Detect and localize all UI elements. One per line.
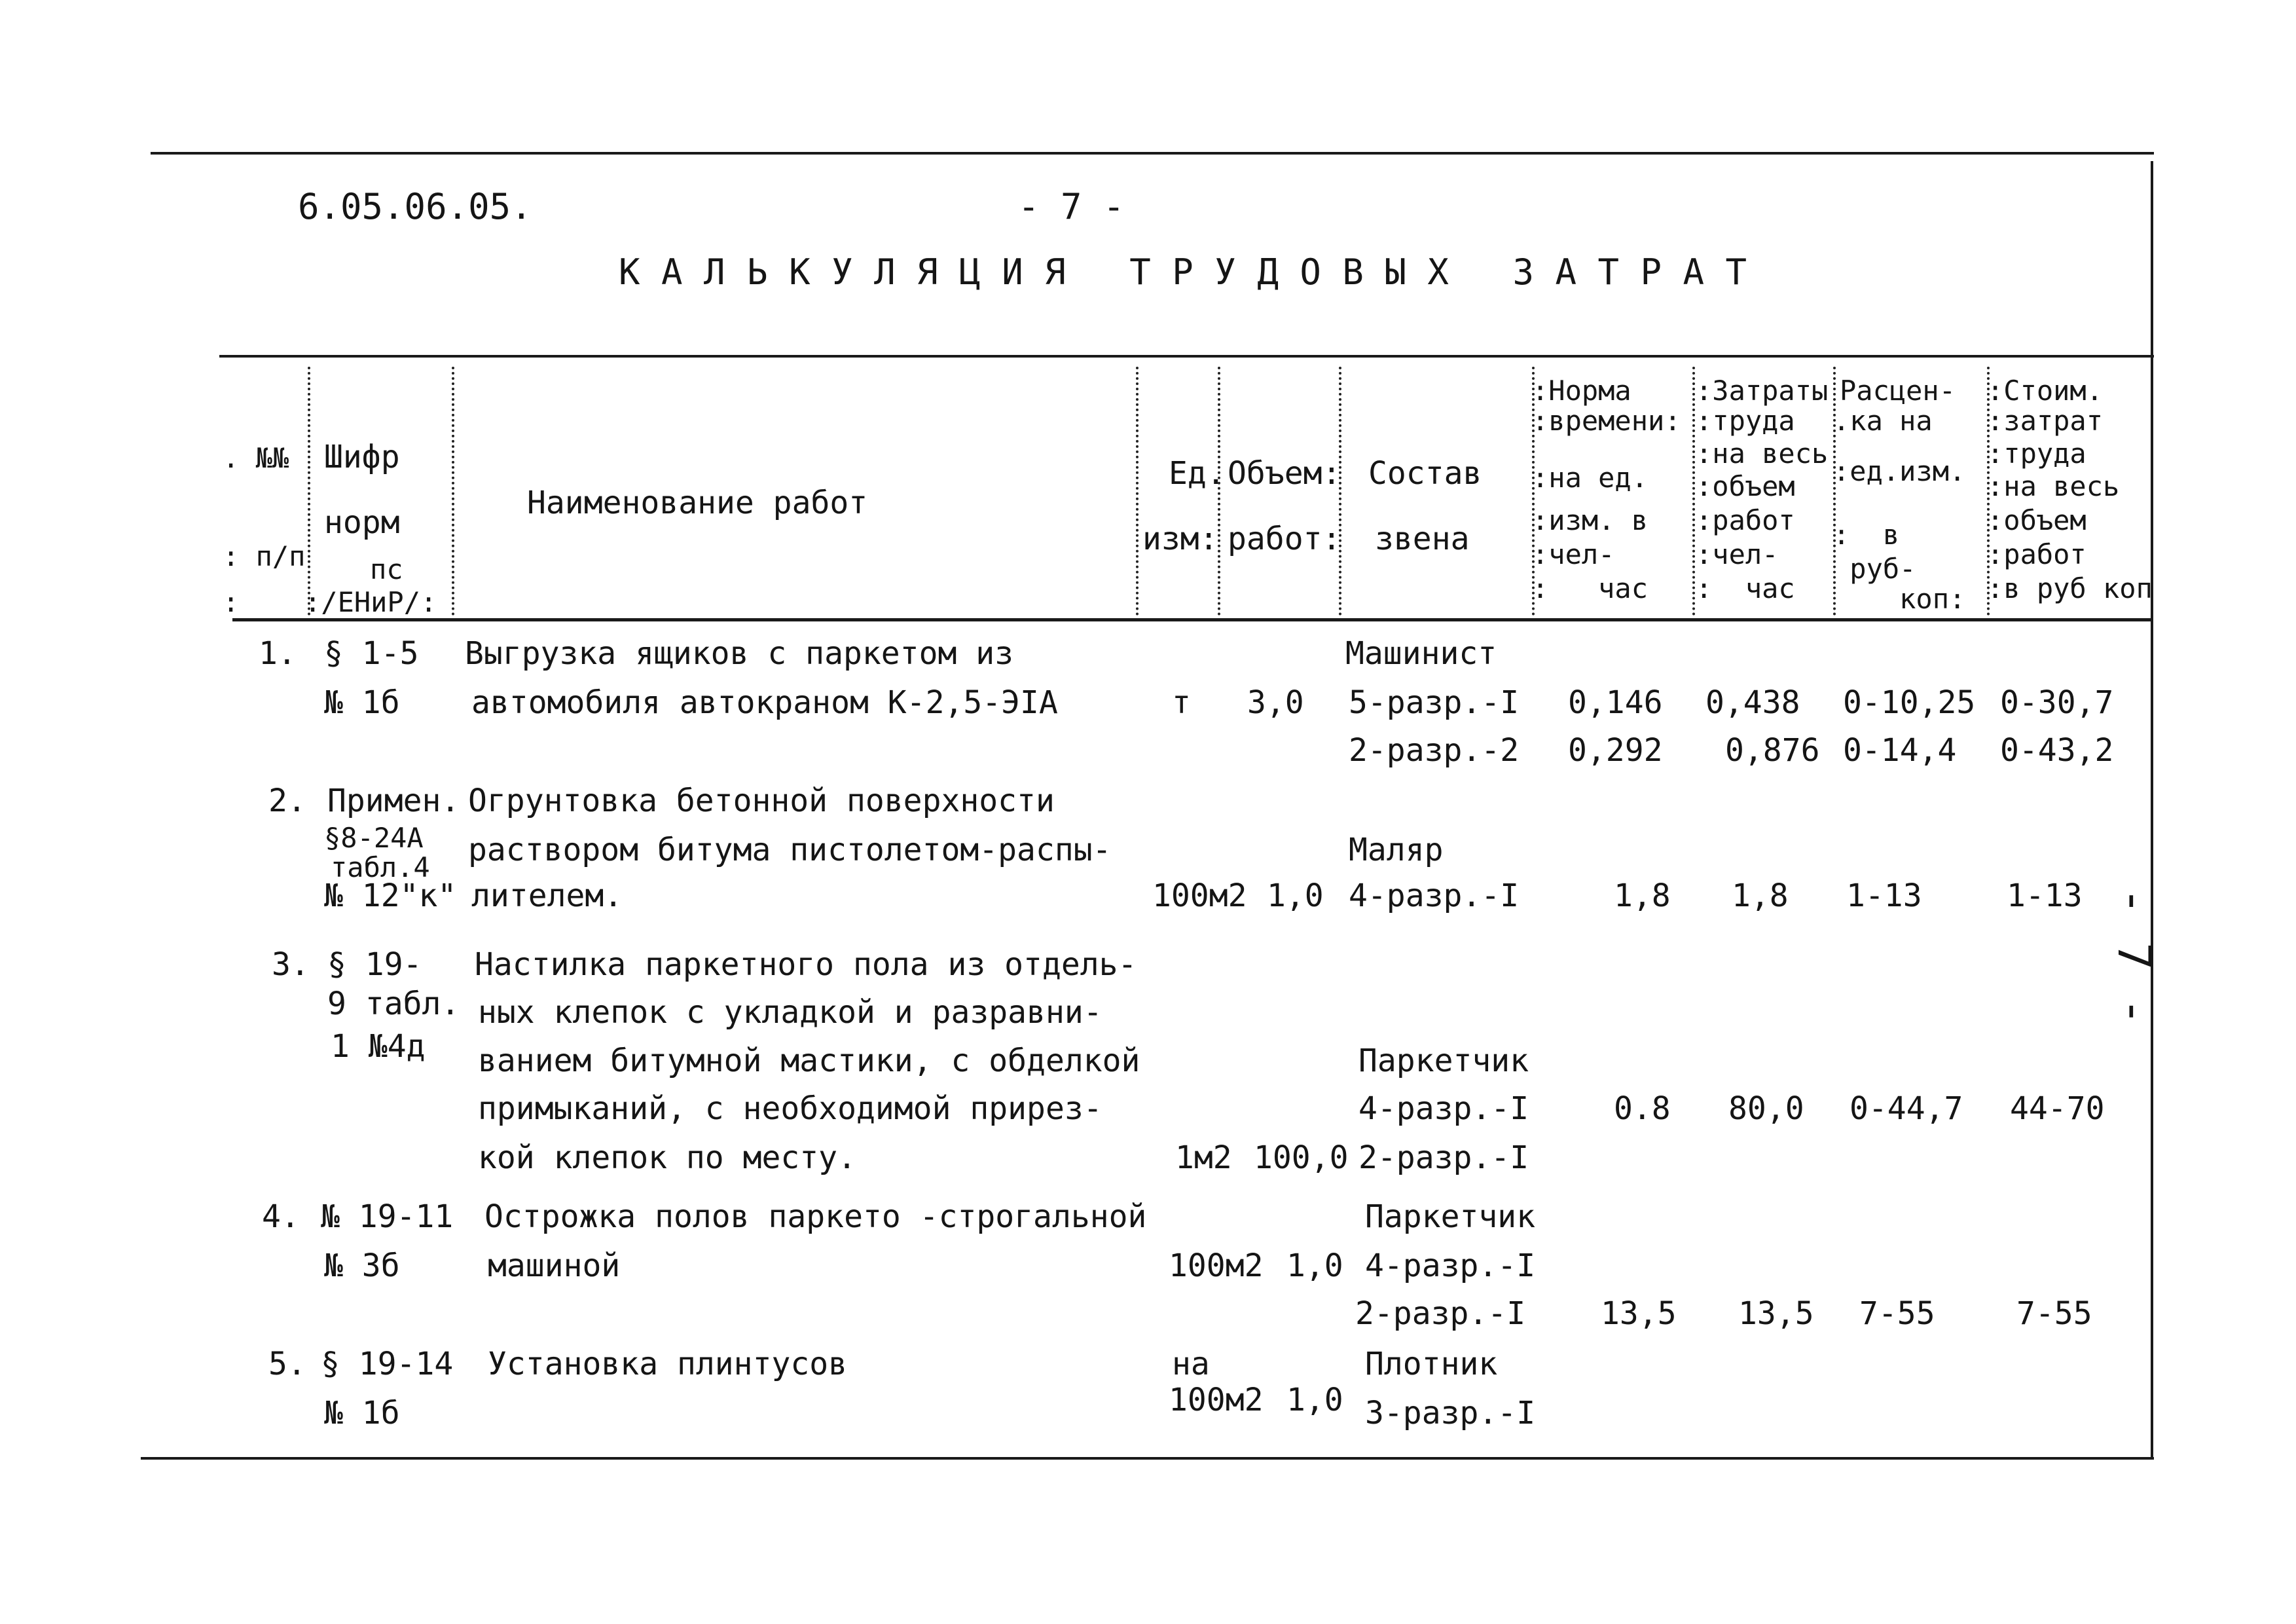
- row-rate: 0-44,7: [1850, 1090, 1963, 1127]
- row-name: примыканий, с необходимой прирез-: [478, 1090, 1102, 1127]
- col-crew-line2: звена: [1375, 521, 1470, 557]
- col-labor-line7: : час: [1696, 572, 1795, 604]
- col-norm-line2: :времени:: [1532, 405, 1681, 437]
- row-name: Выгрузка ящиков с паркетом из: [465, 635, 1014, 672]
- row-code: № 3б: [324, 1247, 400, 1284]
- col-name: Наименование работ: [527, 485, 868, 521]
- row-number: 2.: [268, 783, 306, 819]
- col-code-line3: пс: [370, 553, 403, 585]
- col-norm-line1: :Норма: [1532, 375, 1631, 407]
- col-cost-line6: :работ: [1987, 538, 2086, 570]
- row-name: автомобиля автокраном К-2,5-ЭIА: [471, 684, 1058, 721]
- row-volume: 100,0: [1254, 1139, 1349, 1176]
- row-cost: 44-70: [2010, 1090, 2105, 1127]
- col-volume-line2: работ:: [1228, 521, 1341, 557]
- row-name: Установка плинтусов: [488, 1346, 848, 1382]
- col-cost-line2: :затрат: [1987, 405, 2104, 437]
- col-norm-line6: : час: [1532, 572, 1649, 604]
- row-cost: 1-13: [2007, 877, 2083, 914]
- row-code: № 1б: [324, 684, 400, 721]
- row-name: лителем.: [471, 877, 623, 914]
- row-code: табл.4: [331, 851, 430, 883]
- row-labor: 80,0: [1728, 1090, 1804, 1127]
- col-code-line2: норм: [324, 504, 400, 541]
- column-separator: [1692, 367, 1695, 616]
- row-labor: 13,5: [1738, 1295, 1814, 1332]
- row-crew: 2-разр.-2: [1349, 732, 1520, 769]
- col-crew-line1: Состав: [1368, 455, 1482, 492]
- col-code-line1: Шифр: [324, 439, 400, 475]
- table-header-bottom-line: [232, 618, 2151, 621]
- column-separator: [308, 367, 310, 616]
- col-labor-line1: :Затраты: [1696, 375, 1829, 407]
- row-labor: 1,8: [1732, 877, 1789, 914]
- row-crew: 5-разр.-I: [1349, 684, 1520, 721]
- table-header-top-line: [219, 355, 2154, 358]
- row-cost: 0-30,7: [2000, 684, 2114, 721]
- col-unit-line2: изм:: [1142, 521, 1218, 557]
- row-crew: 2-разр.-I: [1355, 1295, 1526, 1332]
- row-name: машиной: [488, 1247, 621, 1284]
- col-cost-line4: :на весь: [1987, 470, 2120, 502]
- row-rate: 1-13: [1846, 877, 1922, 914]
- row-unit: 100м2: [1169, 1382, 1264, 1418]
- col-labor-line6: :чел-: [1696, 538, 1779, 570]
- row-crew: 4-разр.-I: [1349, 877, 1520, 914]
- col-num-line1: . №№: [223, 442, 289, 474]
- col-rate-line3: :ед.изм.: [1833, 455, 1966, 487]
- row-unit: 1м2: [1175, 1139, 1232, 1176]
- col-rate-line4: : в: [1833, 519, 1900, 551]
- col-cost-line5: :объем: [1987, 504, 2086, 536]
- col-labor-line5: :работ: [1696, 504, 1795, 536]
- col-norm-line5: :чел-: [1532, 538, 1615, 570]
- row-rate: 0-14,4: [1843, 732, 1957, 769]
- row-volume: 1,0: [1267, 877, 1324, 914]
- row-name: Огрунтовка бетонной поверхности: [468, 783, 1055, 819]
- column-separator: [452, 367, 454, 616]
- row-labor: 0,876: [1725, 732, 1820, 769]
- col-labor-line3: :на весь: [1696, 437, 1829, 470]
- row-name: кой клепок по месту.: [478, 1139, 856, 1176]
- page-title: К А Л Ь К У Л Я Ц И Я Т Р У Д О В Ы Х З А Т Р А Т: [619, 251, 1747, 293]
- row-crew: Паркетчик: [1358, 1043, 1529, 1079]
- col-unit-line1: Ед.: [1169, 455, 1226, 492]
- row-crew: 3-разр.-I: [1365, 1395, 1536, 1431]
- row-crew: Маляр: [1349, 832, 1444, 868]
- row-crew: 4-разр.-I: [1365, 1247, 1536, 1284]
- col-rate-line6: коп:: [1833, 583, 1966, 615]
- row-crew: Паркетчик: [1365, 1198, 1536, 1235]
- row-rate: 0-10,25: [1843, 684, 1976, 721]
- row-code: § 19-14: [321, 1346, 454, 1382]
- page-number: - 7 -: [1018, 186, 1125, 227]
- col-rate-line1: Расцен-: [1840, 375, 1956, 407]
- row-norm: 1,8: [1614, 877, 1671, 914]
- row-number: 5.: [268, 1346, 306, 1382]
- row-norm: 13,5: [1601, 1295, 1677, 1332]
- row-number: 3.: [272, 946, 310, 983]
- bottom-border: [141, 1457, 2154, 1460]
- row-code: §8-24А: [324, 822, 424, 854]
- row-volume: 1,0: [1286, 1247, 1343, 1284]
- col-rate-line2: .ка на: [1833, 405, 1933, 437]
- row-norm: 0,292: [1568, 732, 1663, 769]
- row-norm: 0,146: [1568, 684, 1663, 721]
- margin-page-number: - 7 -: [2107, 887, 2161, 1025]
- col-code-line4: :/ЕНиР/:: [304, 586, 437, 618]
- row-volume: 1,0: [1286, 1382, 1343, 1418]
- row-name: Настилка паркетного пола из отдель-: [475, 946, 1137, 983]
- column-separator: [1136, 367, 1139, 616]
- row-name: Острожка полов паркето -строгальной: [484, 1198, 1147, 1235]
- row-rate: 7-55: [1859, 1295, 1935, 1332]
- row-code: 9 табл.: [327, 986, 460, 1022]
- row-norm: 0.8: [1614, 1090, 1671, 1127]
- row-code: § 1-5: [324, 635, 419, 672]
- row-cost: 0-43,2: [2000, 732, 2114, 769]
- row-code: № 12"к": [324, 877, 457, 914]
- col-labor-line4: :объем: [1696, 470, 1795, 502]
- row-code: 1 №4д: [331, 1028, 426, 1065]
- col-cost-line7: :в руб коп: [1987, 572, 2153, 604]
- col-labor-line2: :труда: [1696, 405, 1795, 437]
- doc-code: 6.05.06.05.: [298, 186, 532, 227]
- row-name: ных клепок с укладкой и разравни-: [478, 994, 1102, 1031]
- row-crew: Машинист: [1345, 635, 1497, 672]
- row-name: ванием битумной мастики, с обделкой: [478, 1043, 1140, 1079]
- row-number: 1.: [259, 635, 297, 672]
- row-code: § 19-: [327, 946, 422, 983]
- row-unit: 100м2: [1169, 1247, 1264, 1284]
- row-cost: 7-55: [2016, 1295, 2092, 1332]
- row-crew: Плотник: [1365, 1346, 1498, 1382]
- row-crew: 2-разр.-I: [1358, 1139, 1529, 1176]
- top-border: [151, 152, 2154, 155]
- row-code: № 19-11: [321, 1198, 454, 1235]
- row-crew: 4-разр.-I: [1358, 1090, 1529, 1127]
- col-rate-line5: руб-: [1833, 553, 1916, 585]
- row-volume: 3,0: [1247, 684, 1304, 721]
- col-cost-line1: :Стоим.: [1987, 375, 2104, 407]
- row-name: раствором битума пистолетом-распы-: [468, 832, 1112, 868]
- row-unit: на: [1172, 1346, 1210, 1382]
- row-number: 4.: [262, 1198, 300, 1235]
- col-num-line2: : п/п: [223, 540, 306, 572]
- row-code: Примен.: [327, 783, 460, 819]
- row-unit: 100м2: [1152, 877, 1247, 914]
- col-volume-line1: Объем:: [1228, 455, 1341, 492]
- col-norm-line4: :изм. в: [1532, 504, 1649, 536]
- col-cost-line3: :труда: [1987, 437, 2086, 470]
- row-labor: 0,438: [1705, 684, 1800, 721]
- row-code: № 1б: [324, 1395, 400, 1431]
- col-norm-line3: :на ед.: [1532, 462, 1649, 494]
- col-num-line3: :: [223, 586, 240, 618]
- row-unit: т: [1172, 684, 1191, 721]
